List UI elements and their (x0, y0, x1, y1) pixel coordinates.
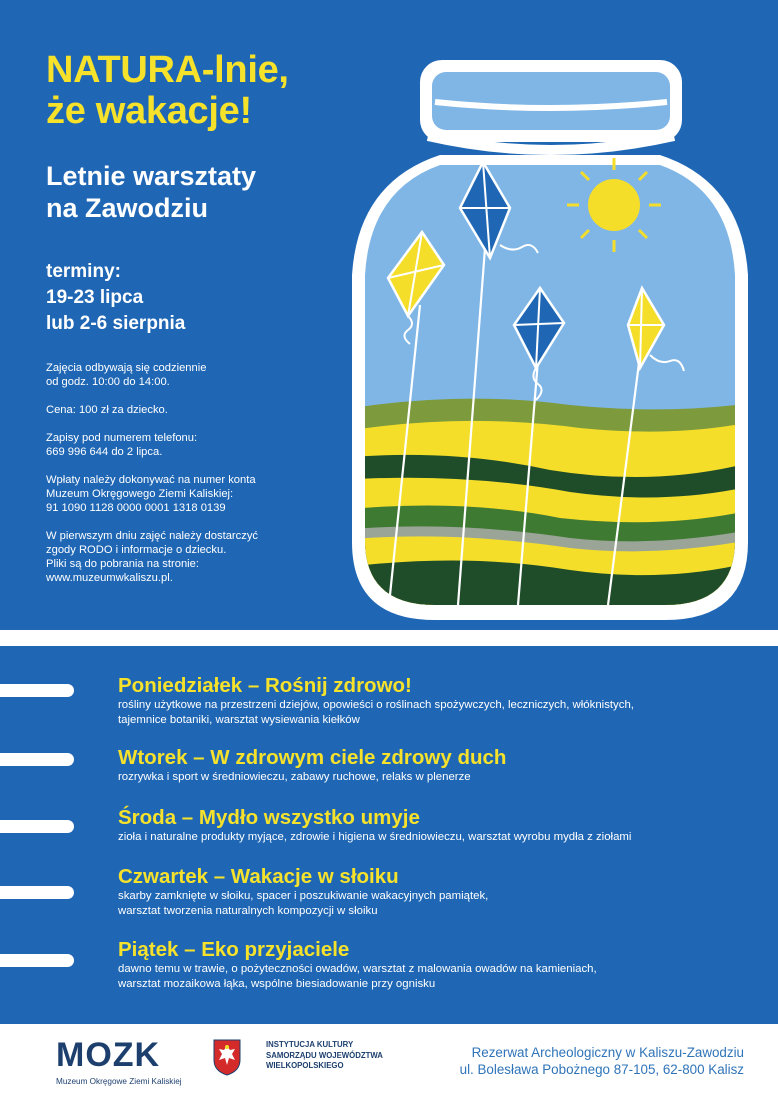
footer (0, 1024, 778, 1100)
address-block (460, 1044, 744, 1078)
mozk-logo: MOZK (56, 1036, 161, 1074)
terms-date-2: lub 2-6 sierpnia (46, 313, 186, 334)
day-desc-line-1: zioła i naturalne produkty myjące, zdrowie i higiena w średniowieczu, warsztat wyrobu mydła z ziołami (118, 831, 632, 843)
day-desc-line-1: skarby zamknięte w słoiku, spacer i poszukiwanie wakacyjnych pamiątek, (118, 890, 489, 902)
schedule-bar (0, 886, 74, 899)
day-desc-line-2: tajemnice botaniki, warsztat wysiewania kiełków (118, 714, 360, 726)
terms-label: terminy: (46, 261, 121, 282)
address-line-1: Rezerwat Archeologiczny w Kaliszu-Zawodziu (471, 1045, 744, 1060)
schedule-day-monday (118, 674, 634, 728)
price-info (46, 403, 366, 417)
price-text: Cena: 100 zł za dziecko. (46, 404, 168, 416)
docs-line-1: W pierwszym dniu zajęć należy dostarczyć (46, 530, 259, 542)
schedule-day-thursday (118, 865, 488, 919)
day-desc-line-1: rośliny użytkowe na przestrzeni dziejów, opowieści o roślinach spożywczych, leczniczych, włóknistych, (118, 699, 634, 711)
website-link[interactable]: www.muzeumwkaliszu.pl. (46, 572, 173, 584)
schedule-bar (0, 954, 74, 967)
schedule-day-tuesday (118, 746, 506, 785)
day-title: Wtorek – W zdrowym ciele zdrowy duch (118, 746, 507, 769)
inst-line-2: SAMORZĄDU WOJEWÓDZTWA (266, 1050, 383, 1060)
signup-info (46, 431, 366, 459)
schedule-bar (0, 753, 74, 766)
subtitle-line-1: Letnie warsztaty (46, 161, 257, 191)
day-title: Środa – Mydło wszystko umyje (118, 806, 420, 829)
payment-line-3: 91 1090 1128 0000 0001 1318 0139 (46, 502, 226, 514)
docs-info (46, 529, 366, 585)
crest-icon (212, 1038, 242, 1076)
day-desc-line-1: rozrywka i sport w średniowieczu, zabawy ruchowe, relaks w plenerze (118, 771, 471, 783)
schedule-day-friday (118, 938, 597, 992)
hours-line-1: Zajęcia odbywają się codziennie (46, 362, 207, 374)
docs-line-3: Pliki są do pobrania na stronie: (46, 558, 199, 570)
address-line-2: ul. Bolesława Pobożnego 87-105, 62-800 Kalisz (459, 1062, 744, 1077)
day-title: Czwartek – Wakacje w słoiku (118, 865, 399, 888)
schedule-bar (0, 684, 74, 697)
terms-block (46, 259, 185, 337)
day-desc-line-1: dawno temu w trawie, o pożyteczności owadów, warsztat z malowania owadów na kamieniach, (118, 963, 597, 975)
inst-line-3: WIELKOPOLSKIEGO (266, 1061, 344, 1070)
signup-line-1: Zapisy pod numerem telefonu: (46, 432, 198, 444)
hours-line-2: od godz. 10:00 do 14:00. (46, 376, 170, 388)
info-block (46, 361, 366, 599)
jar-illustration (340, 40, 760, 635)
mozk-logo-subtitle: Muzeum Okręgowe Ziemi Kaliskiej (56, 1077, 182, 1086)
day-title: Poniedziałek – Rośnij zdrowo! (118, 674, 412, 697)
title-line-2: że wakacje! (46, 90, 252, 132)
page-title (46, 50, 289, 132)
terms-date-1: 19-23 lipca (46, 287, 144, 308)
day-desc-line-2: warsztat tworzenia naturalnych kompozycji w słoiku (118, 905, 378, 917)
page-subtitle (46, 160, 256, 224)
day-title: Piątek – Eko przyjaciele (118, 938, 350, 961)
hours-info (46, 361, 366, 389)
divider-strip (0, 630, 778, 646)
institution-label (266, 1040, 383, 1072)
payment-line-1: Wpłaty należy dokonywać na numer konta (46, 474, 256, 486)
inst-line-1: INSTYTUCJA KULTURY (266, 1040, 354, 1049)
payment-line-2: Muzeum Okręgowego Ziemi Kaliskiej: (46, 488, 234, 500)
docs-line-2: zgody RODO i informacje o dziecku. (46, 544, 227, 556)
payment-info (46, 473, 366, 515)
subtitle-line-2: na Zawodziu (46, 193, 208, 223)
schedule-section (0, 646, 778, 1024)
schedule-bar (0, 820, 74, 833)
signup-line-2: 669 996 644 do 2 lipca. (46, 446, 163, 458)
title-line-1: NATURA-lnie, (46, 49, 289, 91)
schedule-day-wednesday (118, 806, 631, 845)
day-desc-line-2: warsztat mozaikowa łąka, wspólne biesiadowanie przy ognisku (118, 978, 436, 990)
